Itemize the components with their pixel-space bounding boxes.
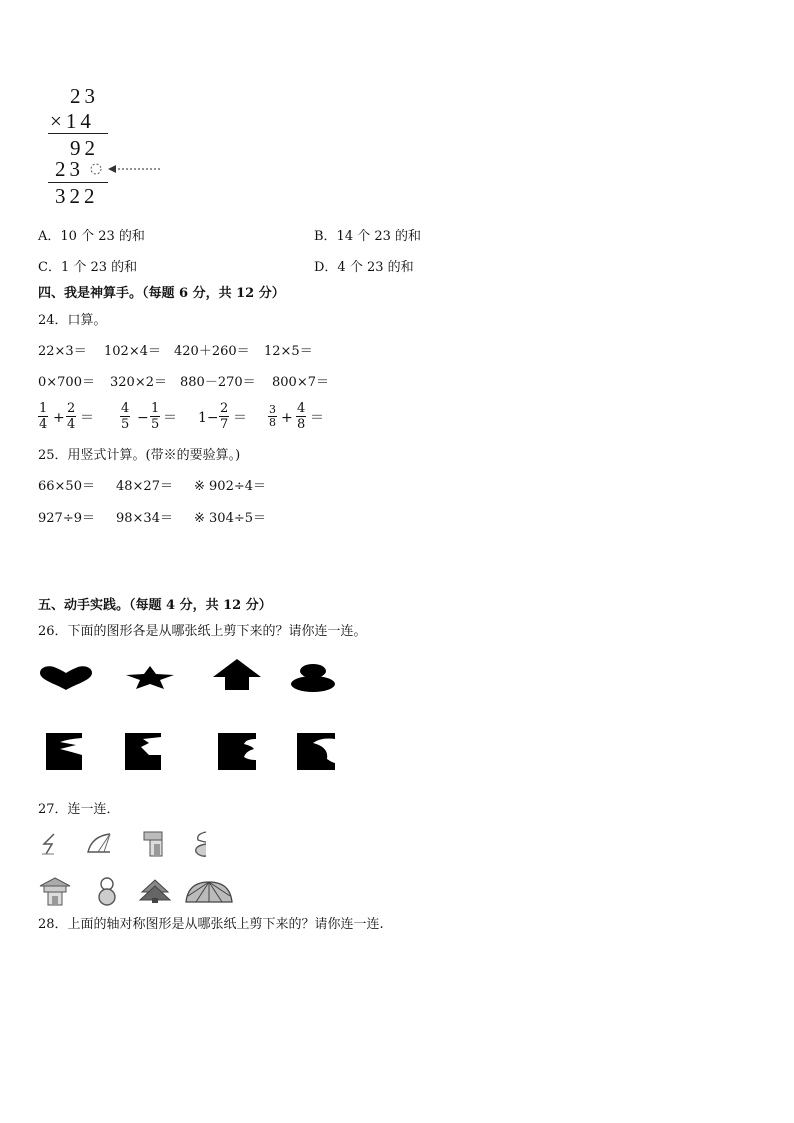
half-snowman-icon[interactable] — [194, 830, 212, 858]
frac-3-eq: ＝ — [233, 410, 247, 426]
full-house-icon[interactable] — [40, 876, 70, 906]
mult-pointer-arrow — [88, 160, 168, 180]
q28-label: 28．上面的轴对称图形是从哪张纸上剪下来的？请你连一连. — [38, 917, 384, 932]
star-shape-icon[interactable] — [124, 666, 176, 690]
calc-2-3: 880－270＝ — [180, 375, 256, 390]
frac-1b: $\frac{2}{4}$ — [67, 401, 76, 432]
frac-4-op: + — [281, 410, 293, 426]
folded-paper-4-icon[interactable] — [297, 733, 337, 771]
calc-1-1: 22×3＝ — [38, 344, 87, 359]
gourd-shape-icon[interactable] — [291, 664, 337, 692]
frac-1a: $\frac{1}{4}$ — [39, 401, 48, 432]
vert-2-2: 98×34＝ — [116, 511, 173, 526]
mult-row-5: 322 — [55, 184, 99, 208]
mult-row-1: 23 — [70, 84, 99, 108]
option-a[interactable]: A．10 个 23 的和 — [38, 229, 145, 244]
full-tree-icon[interactable] — [140, 880, 170, 904]
calc-2-1: 0×700＝ — [38, 375, 95, 390]
frac-1-op: + — [53, 410, 65, 426]
calc-1-4: 12×5＝ — [264, 344, 313, 359]
vert-1-2: 48×27＝ — [116, 479, 173, 494]
folded-paper-2-icon[interactable] — [125, 733, 163, 771]
heart-shape-icon[interactable] — [38, 664, 94, 692]
option-c[interactable]: C．1 个 23 的和 — [38, 260, 138, 275]
frac-3b: $\frac{2}{7}$ — [220, 401, 229, 432]
folded-paper-1-icon[interactable] — [46, 733, 84, 771]
q25-label: 25．用竖式计算。(带※的要验算。) — [38, 448, 241, 463]
folded-paper-3-icon[interactable] — [218, 733, 258, 771]
frac-2b: $\frac{1}{5}$ — [151, 401, 160, 432]
mult-row-2: ×14 — [50, 109, 95, 133]
q27-label: 27．连一连． — [38, 802, 120, 817]
full-umbrella-icon[interactable] — [184, 880, 234, 904]
vert-1-1: 66×50＝ — [38, 479, 95, 494]
half-umbrella-icon[interactable] — [86, 832, 114, 856]
half-house-icon[interactable] — [142, 830, 164, 858]
option-d[interactable]: D．4 个 23 的和 — [314, 260, 414, 275]
vert-1-3: ※ 902÷4＝ — [194, 479, 267, 494]
half-lightning-icon[interactable] — [40, 832, 60, 856]
q24-label: 24．口算。 — [38, 313, 107, 328]
calc-2-2: 320×2＝ — [110, 375, 167, 390]
frac-2a: $\frac{4}{5}$ — [121, 401, 130, 432]
mult-row-3: 92 — [70, 136, 99, 160]
section5-title: 五、动手实践。（每题 4 分，共 12 分） — [38, 598, 272, 613]
frac-4a: $\frac{3}{8}$ — [269, 403, 276, 429]
frac-4-eq: ＝ — [310, 410, 324, 426]
frac-2-op: − — [137, 410, 149, 426]
frac-1-eq: ＝ — [80, 410, 94, 426]
option-b[interactable]: B．14 个 23 的和 — [314, 229, 422, 244]
calc-1-3: 420＋260＝ — [174, 344, 250, 359]
q26-label: 26．下面的图形各是从哪张纸上剪下来的？请你连一连。 — [38, 624, 367, 639]
arrow-tree-shape-icon[interactable] — [209, 659, 265, 691]
vert-2-3: ※ 304÷5＝ — [194, 511, 267, 526]
calc-1-2: 102×4＝ — [104, 344, 161, 359]
vert-2-1: 927÷9＝ — [38, 511, 95, 526]
frac-4b: $\frac{4}{8}$ — [297, 401, 306, 432]
mult-line-1 — [48, 133, 108, 134]
calc-2-4: 800×7＝ — [272, 375, 329, 390]
frac-2-eq: ＝ — [163, 410, 177, 426]
mult-line-2 — [48, 182, 108, 183]
frac-3-lead: 1− — [198, 410, 219, 426]
mult-row-4: 23 — [55, 157, 84, 181]
full-snowman-icon[interactable] — [96, 877, 118, 907]
section4-title: 四、我是神算手。（每题 6 分，共 12 分） — [38, 286, 285, 301]
